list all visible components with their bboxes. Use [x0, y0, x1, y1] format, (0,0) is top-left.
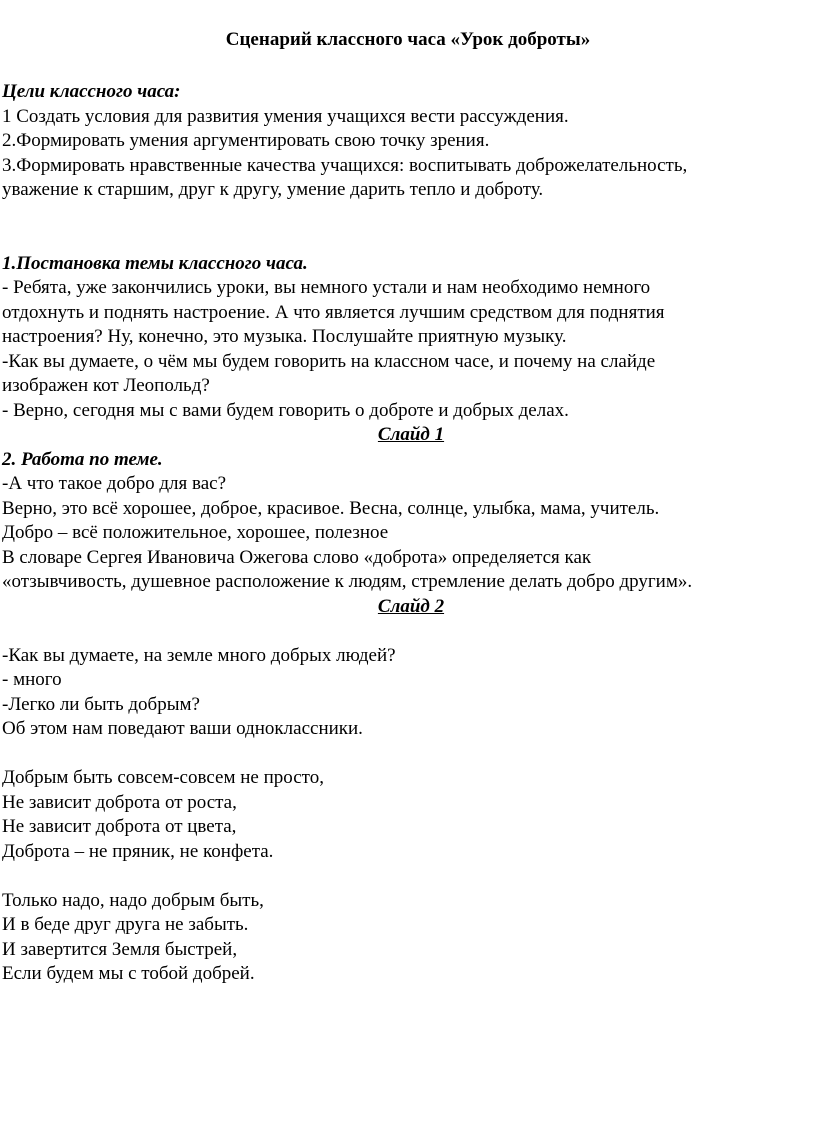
- poem-line: Не зависит доброта от цвета,: [2, 816, 237, 837]
- slide2-label: Слайд 2: [377, 595, 445, 617]
- section1-heading: 1.Постановка темы классного часа.: [2, 252, 308, 274]
- poem-line: И в беде друг друга не забыть.: [2, 914, 249, 935]
- section2-line: В словаре Сергея Ивановича Ожегова слово «доброта» определяется как: [2, 546, 592, 568]
- section1-line: -Как вы думаете, о чём мы будем говорить на классном часе, и почему на слайде: [2, 350, 656, 372]
- section1-line: настроения? Ну, конечно, это музыка. Послушайте приятную музыку.: [2, 326, 567, 347]
- poem-line: Добрым быть совсем-совсем не просто,: [2, 767, 324, 788]
- section1-line: - Верно, сегодня мы с вами будем говорить о доброте и добрых делах.: [2, 399, 569, 421]
- dialogue-line: -Как вы думаете, на земле много добрых людей?: [2, 644, 396, 666]
- goals-heading: Цели классного часа:: [2, 81, 181, 102]
- slide1-label: Слайд 1: [377, 424, 445, 445]
- section1-line: отдохнуть и поднять настроение. А что является лучшим средством для поднятия: [2, 301, 665, 323]
- document-body: [2, 80, 814, 987]
- poem-line: И завертится Земля быстрей,: [2, 938, 238, 960]
- section2-heading: 2. Работа по теме.: [2, 448, 163, 470]
- section2-line: Добро – всё положительное, хорошее, полезное: [2, 522, 389, 543]
- dialogue-line: -Легко ли быть добрым?: [2, 693, 200, 715]
- dialogue-line: Об этом нам поведают ваши одноклассники.: [2, 718, 363, 739]
- goal-line: 3.Формировать нравственные качества учащихся: воспитывать доброжелательность,: [2, 154, 688, 176]
- poem-line: Доброта – не пряник, не конфета.: [2, 840, 274, 862]
- poem-line: Если будем мы с тобой добрей.: [2, 963, 255, 984]
- section2-line: «отзывчивость, душевное расположение к людям, стремление делать добро другим».: [2, 571, 693, 592]
- section2-line: -А что такое добро для вас?: [2, 473, 227, 494]
- document-title: Сценарий классного часа «Урок доброты»: [225, 29, 591, 50]
- goal-line: уважение к старшим, друг к другу, умение дарить тепло и доброту.: [2, 179, 544, 200]
- section1-line: - Ребята, уже закончились уроки, вы немного устали и нам необходимо немного: [2, 277, 651, 298]
- goal-line: 2.Формировать умения аргументировать свою точку зрения.: [2, 130, 490, 151]
- goal-line: 1 Создать условия для развития умения учащихся вести рассуждения.: [2, 105, 569, 127]
- dialogue-line: - много: [2, 669, 62, 690]
- section2-line: Верно, это всё хорошее, доброе, красивое. Весна, солнце, улыбка, мама, учитель.: [2, 497, 660, 519]
- poem-line: Только надо, надо добрым быть,: [2, 889, 264, 911]
- poem-line: Не зависит доброта от роста,: [2, 791, 237, 813]
- section1-line: изображен кот Леопольд?: [2, 375, 210, 396]
